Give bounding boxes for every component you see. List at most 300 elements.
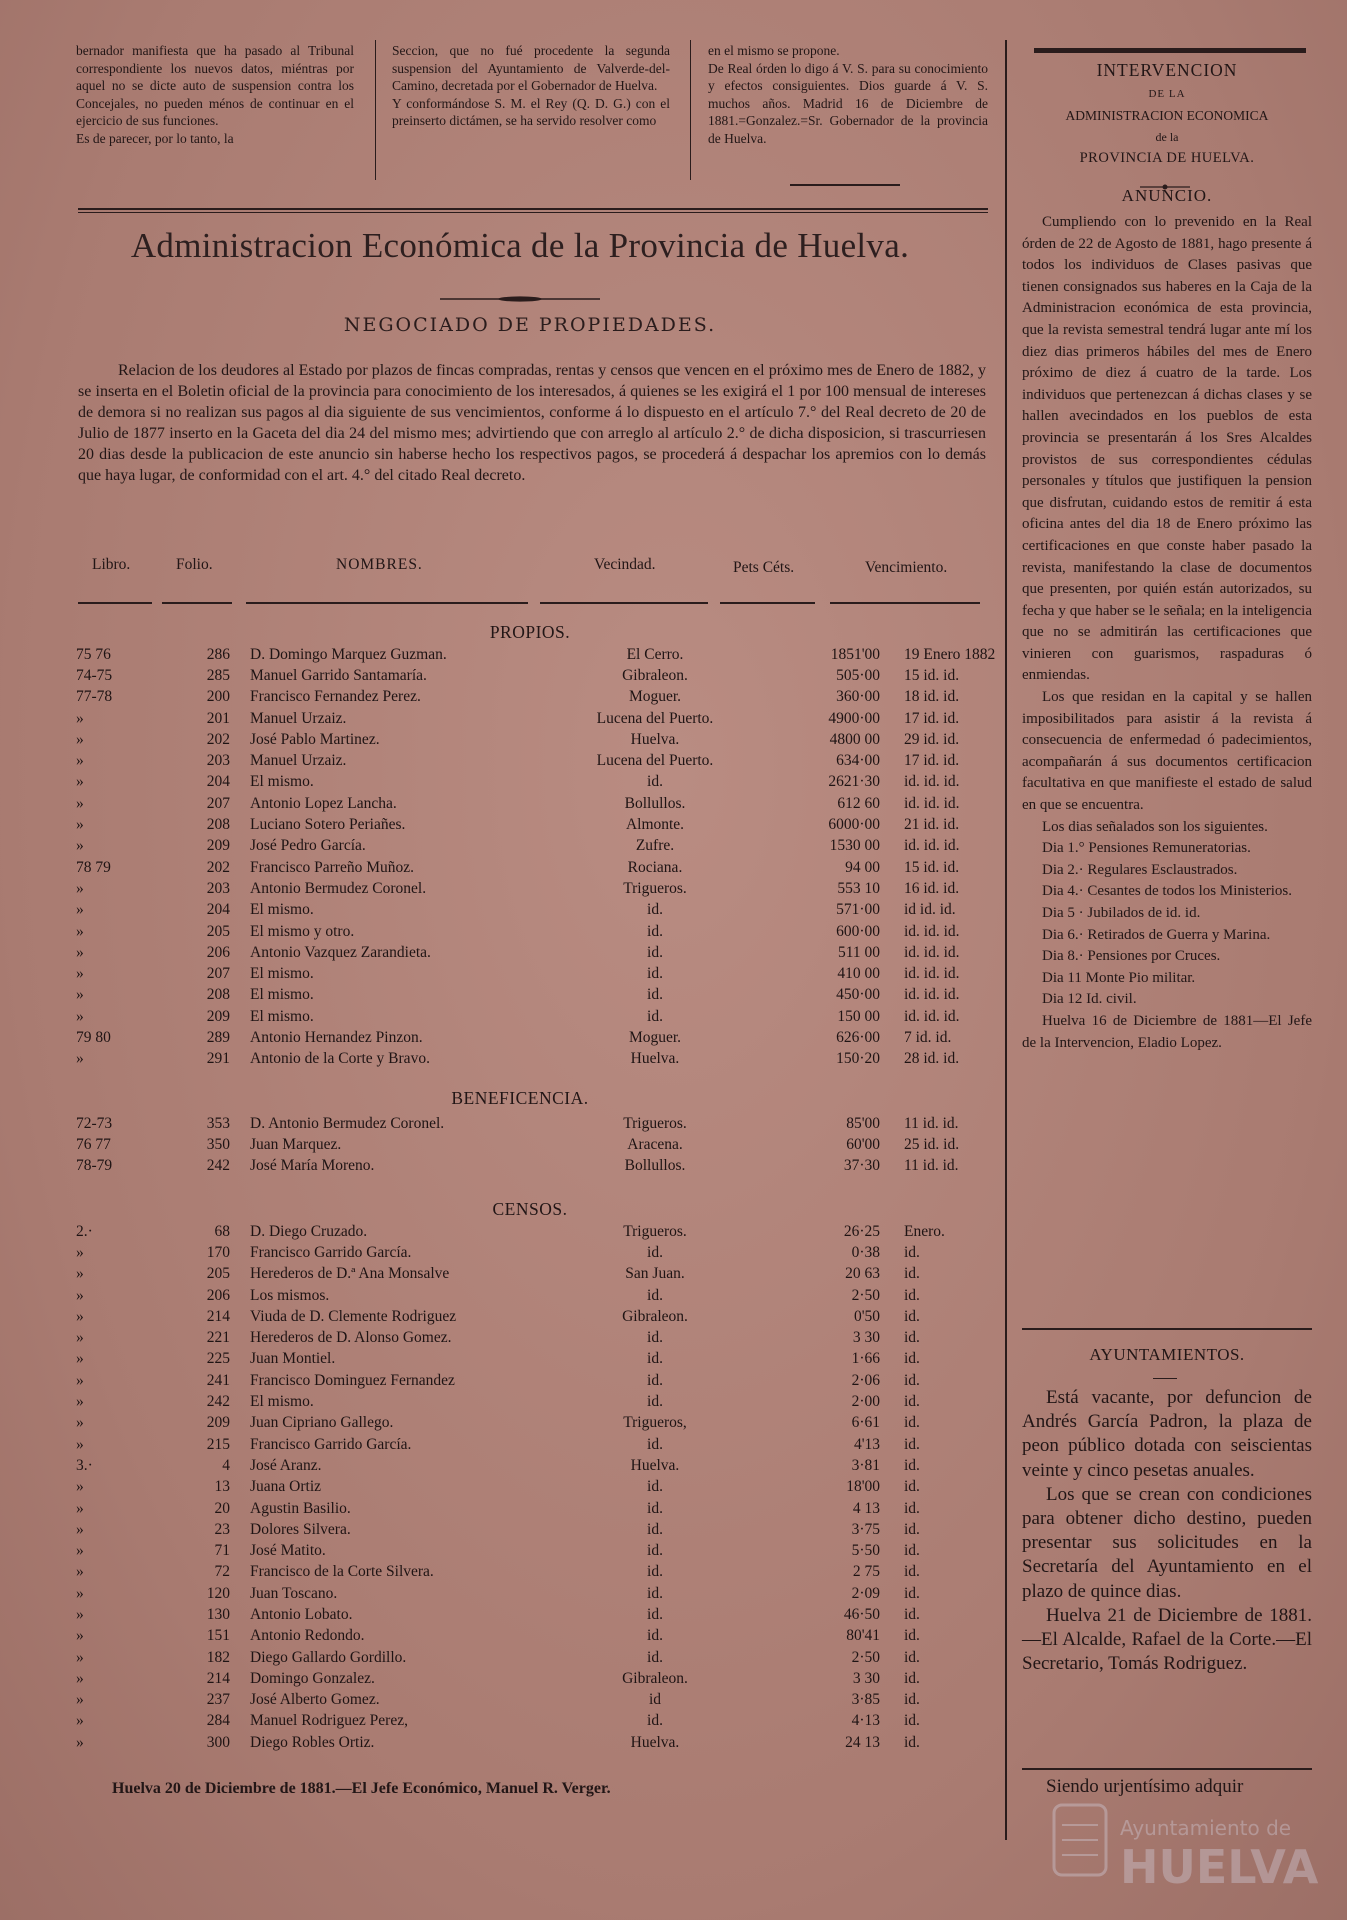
folio-cell: 350 bbox=[206, 1135, 230, 1153]
name-cell: José Pedro García. bbox=[250, 837, 366, 855]
page-title: Administracion Económica de la Provincia de Huelva. bbox=[130, 226, 910, 265]
libro-cell: » bbox=[76, 1435, 84, 1453]
right-paragraph-1: Cumpliendo con lo prevenido en la Real órden de 22 de Agosto de 1881, hago presente á todos los individuos de Clases pasivas que tienen consignados sus haberes en la Caja de la Administracion económica de esta provincia, que la revista semestral tendrá lugar ante mí los diez dias primeros hábiles del mes de Enero próximo de diez á cuatro de la tarde. Los individuos que pertenezcan á dichas clases y se hallen avecindados en los pueblos de esta provincia se presentarán á los Sres Alcaldes provistos de sus correspondientes cédulas personales y títulos que justifiquen la pension que disfrutan, cuidando estos de remitir á esta oficina antes del dia 18 de Enero próximo las certificaciones en que conste haber pasado la revista, manifestando la clase de documentos que presenten, por quién están autorizados, su fecha y que haber se le señala; en la inteligencia que no se admitirán las certificaciones que vinieren con guarismos, raspaduras ó enmiendas. bbox=[1022, 214, 1312, 684]
right-paragraph-2: Los que residan en la capital y se hallen imposibilitados para asistir á la revista á consecuencia de enfermedad ó padecimientos, acompañarán á sus documentos certificacion facultativa en que manifieste el estado de salud en que se encuentra. bbox=[1022, 689, 1312, 814]
censos-row bbox=[70, 1711, 1054, 1732]
vencimiento-cell: 29 id. id. bbox=[904, 730, 960, 748]
name-cell: El mismo. bbox=[250, 901, 314, 919]
amount-cell: 3 30 bbox=[852, 1329, 880, 1347]
amount-cell: 4'13 bbox=[853, 1435, 880, 1453]
right-separator-rule bbox=[1022, 1328, 1312, 1330]
vecindad-cell: San Juan. bbox=[625, 1265, 685, 1283]
header-pts: Pets Céts. bbox=[733, 559, 795, 576]
folio-cell: 203 bbox=[206, 752, 230, 770]
vecindad-cell: id. bbox=[647, 1329, 663, 1347]
amount-cell: 94 00 bbox=[845, 858, 880, 876]
libro-cell: » bbox=[76, 1542, 84, 1560]
vecindad-cell: id. bbox=[647, 1243, 663, 1261]
vencimiento-cell: id. bbox=[904, 1712, 920, 1730]
vencimiento-cell: id. bbox=[904, 1733, 920, 1751]
vencimiento-cell: id. id. id. bbox=[904, 922, 960, 940]
libro-cell: » bbox=[76, 879, 84, 897]
amount-cell: 4900·00 bbox=[828, 709, 880, 727]
libro-cell: » bbox=[76, 752, 84, 770]
propios-row bbox=[70, 836, 1054, 857]
section-beneficencia: BENEFICENCIA. bbox=[451, 1088, 589, 1108]
propios-row bbox=[70, 687, 1054, 708]
folio-cell: 209 bbox=[206, 837, 230, 855]
libro-cell: » bbox=[76, 709, 84, 727]
censos-row bbox=[70, 1519, 1054, 1540]
ayto-short-rule bbox=[1153, 1378, 1177, 1379]
libro-cell: » bbox=[76, 1669, 84, 1687]
libro-cell: 75 76 bbox=[76, 645, 111, 663]
vecindad-cell: Rociana. bbox=[627, 858, 683, 876]
vecindad-cell: Huelva. bbox=[630, 1456, 680, 1474]
libro-cell: » bbox=[76, 1733, 84, 1751]
vencimiento-cell: Enero. bbox=[904, 1222, 945, 1240]
header-rule-libro bbox=[78, 602, 152, 604]
vecindad-cell: Trigueros. bbox=[623, 879, 687, 897]
vencimiento-cell: id. bbox=[904, 1669, 920, 1687]
vecindad-cell: id. bbox=[647, 1478, 663, 1496]
folio-cell: 209 bbox=[206, 1414, 230, 1432]
folio-cell: 201 bbox=[206, 709, 230, 727]
top-column-3: en el mismo se propone. De Real órden lo digo á V. S. para su conocimiento y efectos consiguientes. Dios guarde á V. S. muchos años. Madrid 16 de Diciembre de 1881.=Gonzalez.=Sr. Gobernador de la provincia de Huelva. bbox=[708, 43, 988, 146]
libro-cell: 77-78 bbox=[76, 688, 113, 706]
folio-cell: 208 bbox=[206, 816, 230, 834]
folio-cell: 285 bbox=[206, 666, 230, 684]
vencimiento-cell: id. id. id. bbox=[904, 794, 960, 812]
amount-cell: 1851'00 bbox=[830, 645, 880, 663]
amount-cell: 2·50 bbox=[851, 1648, 880, 1666]
vencimiento-cell: 11 id. id. bbox=[904, 1114, 959, 1132]
name-cell: Domingo Gonzalez. bbox=[250, 1669, 375, 1687]
folio-cell: 208 bbox=[206, 986, 230, 1004]
vecindad-cell: Huelva. bbox=[630, 1733, 680, 1751]
folio-cell: 206 bbox=[206, 1286, 230, 1304]
folio-cell: 209 bbox=[206, 1007, 230, 1025]
libro-cell: » bbox=[76, 1414, 84, 1432]
propios-row bbox=[70, 1049, 1054, 1070]
folio-cell: 214 bbox=[206, 1307, 230, 1325]
vencimiento-cell: id. bbox=[904, 1393, 920, 1411]
propios-row bbox=[70, 985, 1054, 1006]
vencimiento-cell: id. bbox=[904, 1414, 920, 1432]
name-cell: D. Domingo Marquez Guzman. bbox=[250, 645, 447, 663]
libro-cell: » bbox=[76, 1648, 84, 1666]
right-heading-intervencion: INTERVENCION bbox=[1096, 60, 1238, 80]
name-cell: Antonio Lobato. bbox=[250, 1605, 353, 1623]
vencimiento-cell: id. bbox=[904, 1307, 920, 1325]
vencimiento-cell: id. bbox=[904, 1542, 920, 1560]
folio-cell: 71 bbox=[214, 1542, 230, 1560]
section-propios: PROPIOS. bbox=[489, 622, 571, 642]
folio-cell: 13 bbox=[214, 1478, 230, 1496]
header-vecindad: Vecindad. bbox=[594, 556, 656, 573]
censos-row bbox=[70, 1604, 1054, 1625]
day-item: Dia 11 Monte Pio militar. bbox=[1042, 969, 1196, 986]
censos-row bbox=[70, 1647, 1054, 1668]
title-ornament bbox=[440, 287, 600, 293]
vecindad-cell: id. bbox=[647, 1563, 663, 1581]
name-cell: El mismo. bbox=[250, 965, 314, 983]
propios-row bbox=[70, 963, 1054, 984]
vencimiento-cell: id. bbox=[904, 1265, 920, 1283]
name-cell: D. Diego Cruzado. bbox=[250, 1222, 368, 1240]
folio-cell: 242 bbox=[206, 1157, 230, 1175]
vecindad-cell: id. bbox=[647, 1542, 663, 1560]
propios-row bbox=[70, 644, 1054, 665]
ayuntamiento-watermark bbox=[1050, 1795, 1330, 1905]
vencimiento-cell: id. id. id. bbox=[904, 773, 960, 791]
vencimiento-cell: id. bbox=[904, 1648, 920, 1666]
day-item: Dia 1.° Pensiones Remuneratorias. bbox=[1042, 840, 1251, 857]
folio-cell: 20 bbox=[214, 1499, 230, 1517]
amount-cell: 18'00 bbox=[846, 1478, 880, 1496]
vecindad-cell: id. bbox=[647, 1286, 663, 1304]
vencimiento-cell: id. id. id. bbox=[904, 837, 960, 855]
day-item: Dia 8.· Pensiones por Cruces. bbox=[1042, 948, 1221, 965]
section-censos: CENSOS. bbox=[492, 1199, 568, 1219]
vecindad-cell: Huelva. bbox=[630, 730, 680, 748]
name-cell: Antonio Vazquez Zarandieta. bbox=[250, 943, 431, 961]
vecindad-cell: id. bbox=[647, 1712, 663, 1730]
vecindad-cell: id. bbox=[647, 922, 663, 940]
libro-cell: » bbox=[76, 1393, 84, 1411]
libro-cell: » bbox=[76, 901, 84, 919]
vencimiento-cell: 15 id. id. bbox=[904, 858, 960, 876]
vencimiento-cell: 19 Enero 1882 bbox=[904, 645, 996, 663]
vecindad-cell: Zufre. bbox=[635, 837, 675, 855]
amount-cell: 37·30 bbox=[843, 1157, 880, 1175]
propios-row bbox=[70, 814, 1054, 835]
amount-cell: 4800 00 bbox=[829, 730, 880, 748]
vecindad-cell: id. bbox=[647, 1499, 663, 1517]
libro-cell: » bbox=[76, 816, 84, 834]
libro-cell: » bbox=[76, 1371, 84, 1389]
vecindad-cell: id. bbox=[647, 773, 663, 791]
vecindad-cell: id. bbox=[647, 1584, 663, 1602]
header-folio: Folio. bbox=[176, 556, 213, 573]
vecindad-cell: id. bbox=[647, 986, 663, 1004]
propios-row bbox=[70, 921, 1054, 942]
folio-cell: 170 bbox=[206, 1243, 230, 1261]
censos-row bbox=[70, 1732, 1054, 1753]
day-item: Dia 6.· Retirados de Guerra y Marina. bbox=[1042, 926, 1271, 943]
libro-cell: » bbox=[76, 1605, 84, 1623]
ayto-paragraph-1: Está vacante, por defuncion de Andrés García Padron, la plaza de peon público dotada con seiscientas veinte y cinco pesetas anuales. bbox=[1022, 1387, 1312, 1481]
beneficencia-row bbox=[70, 1113, 1054, 1134]
libro-cell: » bbox=[76, 1286, 84, 1304]
amount-cell: 6000·00 bbox=[828, 816, 880, 834]
vecindad-cell: Gibraleon. bbox=[622, 1307, 688, 1325]
folio-cell: 353 bbox=[206, 1114, 230, 1132]
day-item: Dia 12 Id. civil. bbox=[1042, 991, 1137, 1008]
top-divider-2 bbox=[690, 40, 691, 180]
vecindad-cell: Bollullos. bbox=[624, 1157, 686, 1175]
name-cell: El mismo. bbox=[250, 773, 314, 791]
name-cell: Manuel Urzaiz. bbox=[250, 752, 347, 770]
folio-cell: 204 bbox=[206, 901, 230, 919]
name-cell: José Matito. bbox=[250, 1542, 326, 1560]
libro-cell: » bbox=[76, 1350, 84, 1368]
folio-cell: 242 bbox=[206, 1393, 230, 1411]
section-subtitle: NEGOCIADO DE PROPIEDADES. bbox=[343, 314, 717, 336]
censos-row bbox=[70, 1306, 1054, 1327]
vencimiento-cell: id. bbox=[904, 1456, 920, 1474]
libro-cell: » bbox=[76, 1007, 84, 1025]
censos-row bbox=[70, 1327, 1054, 1348]
amount-cell: 3·81 bbox=[851, 1456, 880, 1474]
vencimiento-cell: id. id. id. bbox=[904, 1007, 960, 1025]
libro-cell: 78 79 bbox=[76, 858, 111, 876]
propios-row bbox=[70, 750, 1054, 771]
libro-cell: » bbox=[76, 1691, 84, 1709]
amount-cell: 85'00 bbox=[846, 1114, 880, 1132]
amount-cell: 0·38 bbox=[851, 1243, 880, 1261]
folio-cell: 182 bbox=[206, 1648, 230, 1666]
libro-cell: » bbox=[76, 730, 84, 748]
vencimiento-cell: id. id. id. bbox=[904, 986, 960, 1004]
amount-cell: 450·00 bbox=[836, 986, 880, 1004]
name-cell: Francisco Fernandez Perez. bbox=[250, 688, 421, 706]
libro-cell: » bbox=[76, 1520, 84, 1538]
libro-cell: » bbox=[76, 837, 84, 855]
vencimiento-cell: id. id. id. bbox=[904, 965, 960, 983]
vencimiento-cell: id. bbox=[904, 1371, 920, 1389]
name-cell: Dolores Silvera. bbox=[250, 1520, 351, 1538]
vencimiento-cell: id. bbox=[904, 1584, 920, 1602]
name-cell: José María Moreno. bbox=[250, 1157, 375, 1175]
censos-row bbox=[70, 1242, 1054, 1263]
censos-row bbox=[70, 1264, 1054, 1285]
libro-cell: » bbox=[76, 1499, 84, 1517]
vecindad-cell: id. bbox=[647, 1371, 663, 1389]
folio-cell: 72 bbox=[214, 1563, 230, 1581]
libro-cell: » bbox=[76, 794, 84, 812]
censos-row bbox=[70, 1434, 1054, 1455]
amount-cell: 2 75 bbox=[852, 1563, 880, 1581]
vecindad-cell: Trigueros. bbox=[623, 1114, 687, 1132]
vecindad-cell: id. bbox=[647, 1350, 663, 1368]
name-cell: Viuda de D. Clemente Rodriguez bbox=[250, 1307, 457, 1325]
name-cell: Manuel Rodriguez Perez, bbox=[250, 1712, 408, 1730]
libro-cell: 76 77 bbox=[76, 1135, 111, 1153]
name-cell: Antonio Redondo. bbox=[250, 1627, 365, 1645]
folio-cell: 130 bbox=[206, 1605, 230, 1623]
libro-cell: 74-75 bbox=[76, 666, 113, 684]
propios-row bbox=[70, 708, 1054, 729]
amount-cell: 26·25 bbox=[843, 1222, 880, 1240]
vecindad-cell: Trigueros, bbox=[623, 1414, 687, 1432]
name-cell: Los mismos. bbox=[250, 1286, 330, 1304]
amount-cell: 2·09 bbox=[851, 1584, 880, 1602]
table-censos bbox=[70, 1221, 1054, 1753]
amount-cell: 571·00 bbox=[836, 901, 880, 919]
censos-row bbox=[70, 1477, 1054, 1498]
name-cell: El mismo y otro. bbox=[250, 922, 355, 940]
folio-cell: 241 bbox=[206, 1371, 230, 1389]
name-cell: Herederos de D.ª Ana Monsalve bbox=[250, 1265, 450, 1283]
amount-cell: 5·50 bbox=[851, 1542, 880, 1560]
name-cell: El mismo. bbox=[250, 1007, 314, 1025]
header-rule-nombres bbox=[246, 602, 528, 604]
vencimiento-cell: id. bbox=[904, 1520, 920, 1538]
svg-text:Ayuntamiento de: Ayuntamiento de bbox=[1120, 1816, 1292, 1840]
libro-cell: » bbox=[76, 986, 84, 1004]
header-vencimiento: Vencimiento. bbox=[865, 559, 948, 576]
vencimiento-cell: id. bbox=[904, 1563, 920, 1581]
propios-row bbox=[70, 942, 1054, 963]
vecindad-cell: id. bbox=[647, 1393, 663, 1411]
folio-cell: 205 bbox=[206, 922, 230, 940]
propios-row bbox=[70, 900, 1054, 921]
ayto-end-rule bbox=[1022, 1768, 1312, 1770]
name-cell: Francisco Garrido García. bbox=[250, 1243, 412, 1261]
amount-cell: 3·75 bbox=[851, 1520, 880, 1538]
propios-row bbox=[70, 665, 1054, 686]
censos-row bbox=[70, 1391, 1054, 1412]
vencimiento-cell: 16 id. id. bbox=[904, 879, 960, 897]
folio-cell: 151 bbox=[206, 1627, 230, 1645]
amount-cell: 626·00 bbox=[836, 1028, 880, 1046]
libro-cell: » bbox=[76, 1329, 84, 1347]
name-cell: Francisco Garrido García. bbox=[250, 1435, 412, 1453]
svg-text:HUELVA: HUELVA bbox=[1120, 1840, 1319, 1894]
vencimiento-cell: 15 id. id. bbox=[904, 666, 960, 684]
vecindad-cell: id. bbox=[647, 901, 663, 919]
amount-cell: 20 63 bbox=[845, 1265, 880, 1283]
vencimiento-cell: id. bbox=[904, 1286, 920, 1304]
vecindad-cell: id. bbox=[647, 1007, 663, 1025]
intro-paragraph: Relacion de los deudores al Estado por plazos de fincas compradas, rentas y censos que vencen en el próximo mes de Enero de 1882, y se inserta en el Boletin oficial de la provincia para conocimiento de los interesados, á quienes se les exigirá el 1 por 100 mensual de intereses de demora si no realizan sus pagos al dia siguiente de sus vencimientos, conforme á lo dispuesto en el artículo 7.° del Real decreto de 20 de Julio de 1877 inserto en la Gaceta del dia 24 del mismo mes; advirtiendo que con arreglo al artículo 2.° de dicha disposicion, si trascurriesen 20 dias desde la publicacion de este anuncio sin haberse hecho los respectivos pagos, se procederá á despachar los apremios con lo demás que haya lugar, de conformidad con el art. 4.° del citado Real decreto. bbox=[78, 362, 986, 484]
libro-cell: 79 80 bbox=[76, 1028, 111, 1046]
name-cell: Juana Ortiz bbox=[250, 1478, 322, 1496]
right-top-bar bbox=[1034, 48, 1306, 53]
name-cell: Francisco de la Corte Silvera. bbox=[250, 1563, 434, 1581]
vencimiento-cell: id id. id. bbox=[904, 901, 956, 919]
libro-cell: » bbox=[76, 1712, 84, 1730]
vecindad-cell: id. bbox=[647, 1435, 663, 1453]
vecindad-cell: Gibraleon. bbox=[622, 666, 688, 684]
name-cell: Antonio de la Corte y Bravo. bbox=[250, 1050, 430, 1068]
anuncio-heading: ANUNCIO. bbox=[1121, 186, 1213, 205]
vecindad-cell: id. bbox=[647, 1627, 663, 1645]
propios-row bbox=[70, 793, 1054, 814]
amount-cell: 634·00 bbox=[836, 752, 880, 770]
vecindad-cell: id. bbox=[647, 1605, 663, 1623]
header-rule-folio bbox=[162, 602, 232, 604]
censos-row bbox=[70, 1626, 1054, 1647]
name-cell: Diego Gallardo Gordillo. bbox=[250, 1648, 407, 1666]
propios-row bbox=[70, 772, 1054, 793]
folio-cell: 237 bbox=[206, 1691, 230, 1709]
right-heading-provincia: PROVINCIA DE HUELVA. bbox=[1079, 150, 1255, 166]
vencimiento-cell: 25 id. id. bbox=[904, 1135, 960, 1153]
name-cell: Agustin Basilio. bbox=[250, 1499, 351, 1517]
name-cell: Juan Montiel. bbox=[250, 1350, 336, 1368]
ayto-paragraph-2: Los que se crean con condiciones para obtener dicho destino, pueden presentar sus solicitudes en la Secretaría del Ayuntamiento en el plazo de quince dias. bbox=[1022, 1483, 1312, 1602]
name-cell: Antonio Bermudez Coronel. bbox=[250, 879, 427, 897]
vecindad-cell: id. bbox=[647, 1648, 663, 1666]
folio-cell: 68 bbox=[214, 1222, 230, 1240]
censos-row bbox=[70, 1221, 1054, 1242]
folio-cell: 215 bbox=[206, 1435, 230, 1453]
name-cell: Francisco Parreño Muñoz. bbox=[250, 858, 414, 876]
amount-cell: 150 00 bbox=[837, 1007, 880, 1025]
vecindad-cell: Lucena del Puerto. bbox=[596, 709, 714, 727]
top-col3-short-rule bbox=[790, 184, 900, 186]
amount-cell: 150·20 bbox=[836, 1050, 880, 1068]
vecindad-cell: Huelva. bbox=[630, 1050, 680, 1068]
ayto-paragraph-3: Huelva 21 de Diciembre de 1881.—El Alcalde, Rafael de la Corte.—El Secretario, Tomás Rodriguez. bbox=[1022, 1604, 1312, 1675]
name-cell: José Aranz. bbox=[250, 1456, 322, 1474]
ayuntamientos-heading: AYUNTAMIENTOS. bbox=[1089, 1345, 1245, 1364]
vecindad-cell: id. bbox=[647, 965, 663, 983]
name-cell: Luciano Sotero Periañes. bbox=[250, 816, 406, 834]
vecindad-cell: Aracena. bbox=[627, 1135, 683, 1153]
folio-cell: 204 bbox=[206, 773, 230, 791]
amount-cell: 80'41 bbox=[846, 1627, 880, 1645]
vencimiento-cell: 21 id. id. bbox=[904, 816, 960, 834]
amount-cell: 505·00 bbox=[836, 666, 880, 684]
header-libro: Libro. bbox=[92, 556, 131, 573]
folio-cell: 284 bbox=[206, 1712, 230, 1730]
libro-cell: » bbox=[76, 1563, 84, 1581]
name-cell: Antonio Lopez Lancha. bbox=[250, 794, 397, 812]
right-heading-dela2: de la bbox=[1155, 130, 1179, 144]
vencimiento-cell: id. bbox=[904, 1627, 920, 1645]
vencimiento-cell: 17 id. id. bbox=[904, 709, 960, 727]
vencimiento-cell: id. bbox=[904, 1605, 920, 1623]
amount-cell: 60'00 bbox=[846, 1135, 880, 1153]
propios-row bbox=[70, 857, 1054, 878]
vencimiento-cell: id. id. id. bbox=[904, 943, 960, 961]
amount-cell: 2621·30 bbox=[828, 773, 880, 791]
folio-cell: 221 bbox=[206, 1329, 230, 1347]
libro-cell: 3.· bbox=[76, 1456, 93, 1474]
day-item: Dia 4.· Cesantes de todos los Ministerios. bbox=[1042, 883, 1292, 900]
folio-cell: 205 bbox=[206, 1265, 230, 1283]
vencimiento-cell: id. bbox=[904, 1478, 920, 1496]
libro-cell: » bbox=[76, 1050, 84, 1068]
folio-cell: 300 bbox=[206, 1733, 230, 1751]
vencimiento-cell: 11 id. id. bbox=[904, 1157, 959, 1175]
vecindad-cell: id. bbox=[647, 943, 663, 961]
amount-cell: 6·61 bbox=[851, 1414, 880, 1432]
days-list bbox=[1022, 838, 1312, 1011]
right-paragraph-3: Los dias señalados son los siguientes. bbox=[1042, 818, 1268, 835]
right-paragraph-4: Huelva 16 de Diciembre de 1881—El Jefe de la Intervencion, Eladio Lopez. bbox=[1022, 1012, 1312, 1051]
censos-row bbox=[70, 1455, 1054, 1476]
signature-line: Huelva 20 de Diciembre de 1881.—El Jefe Económico, Manuel R. Verger. bbox=[112, 1780, 611, 1797]
propios-row bbox=[70, 1027, 1054, 1048]
beneficencia-row bbox=[70, 1134, 1054, 1155]
name-cell: José Pablo Martinez. bbox=[250, 730, 380, 748]
header-rule-venc bbox=[830, 602, 980, 604]
libro-cell: » bbox=[76, 965, 84, 983]
libro-cell: » bbox=[76, 1478, 84, 1496]
name-cell: D. Antonio Bermudez Coronel. bbox=[250, 1114, 445, 1132]
libro-cell: » bbox=[76, 1584, 84, 1602]
amount-cell: 600·00 bbox=[836, 922, 880, 940]
amount-cell: 0'50 bbox=[853, 1307, 880, 1325]
vecindad-cell: Moguer. bbox=[628, 688, 682, 706]
folio-cell: 120 bbox=[206, 1584, 230, 1602]
amount-cell: 3 30 bbox=[852, 1669, 880, 1687]
vencimiento-cell: id. bbox=[904, 1329, 920, 1347]
